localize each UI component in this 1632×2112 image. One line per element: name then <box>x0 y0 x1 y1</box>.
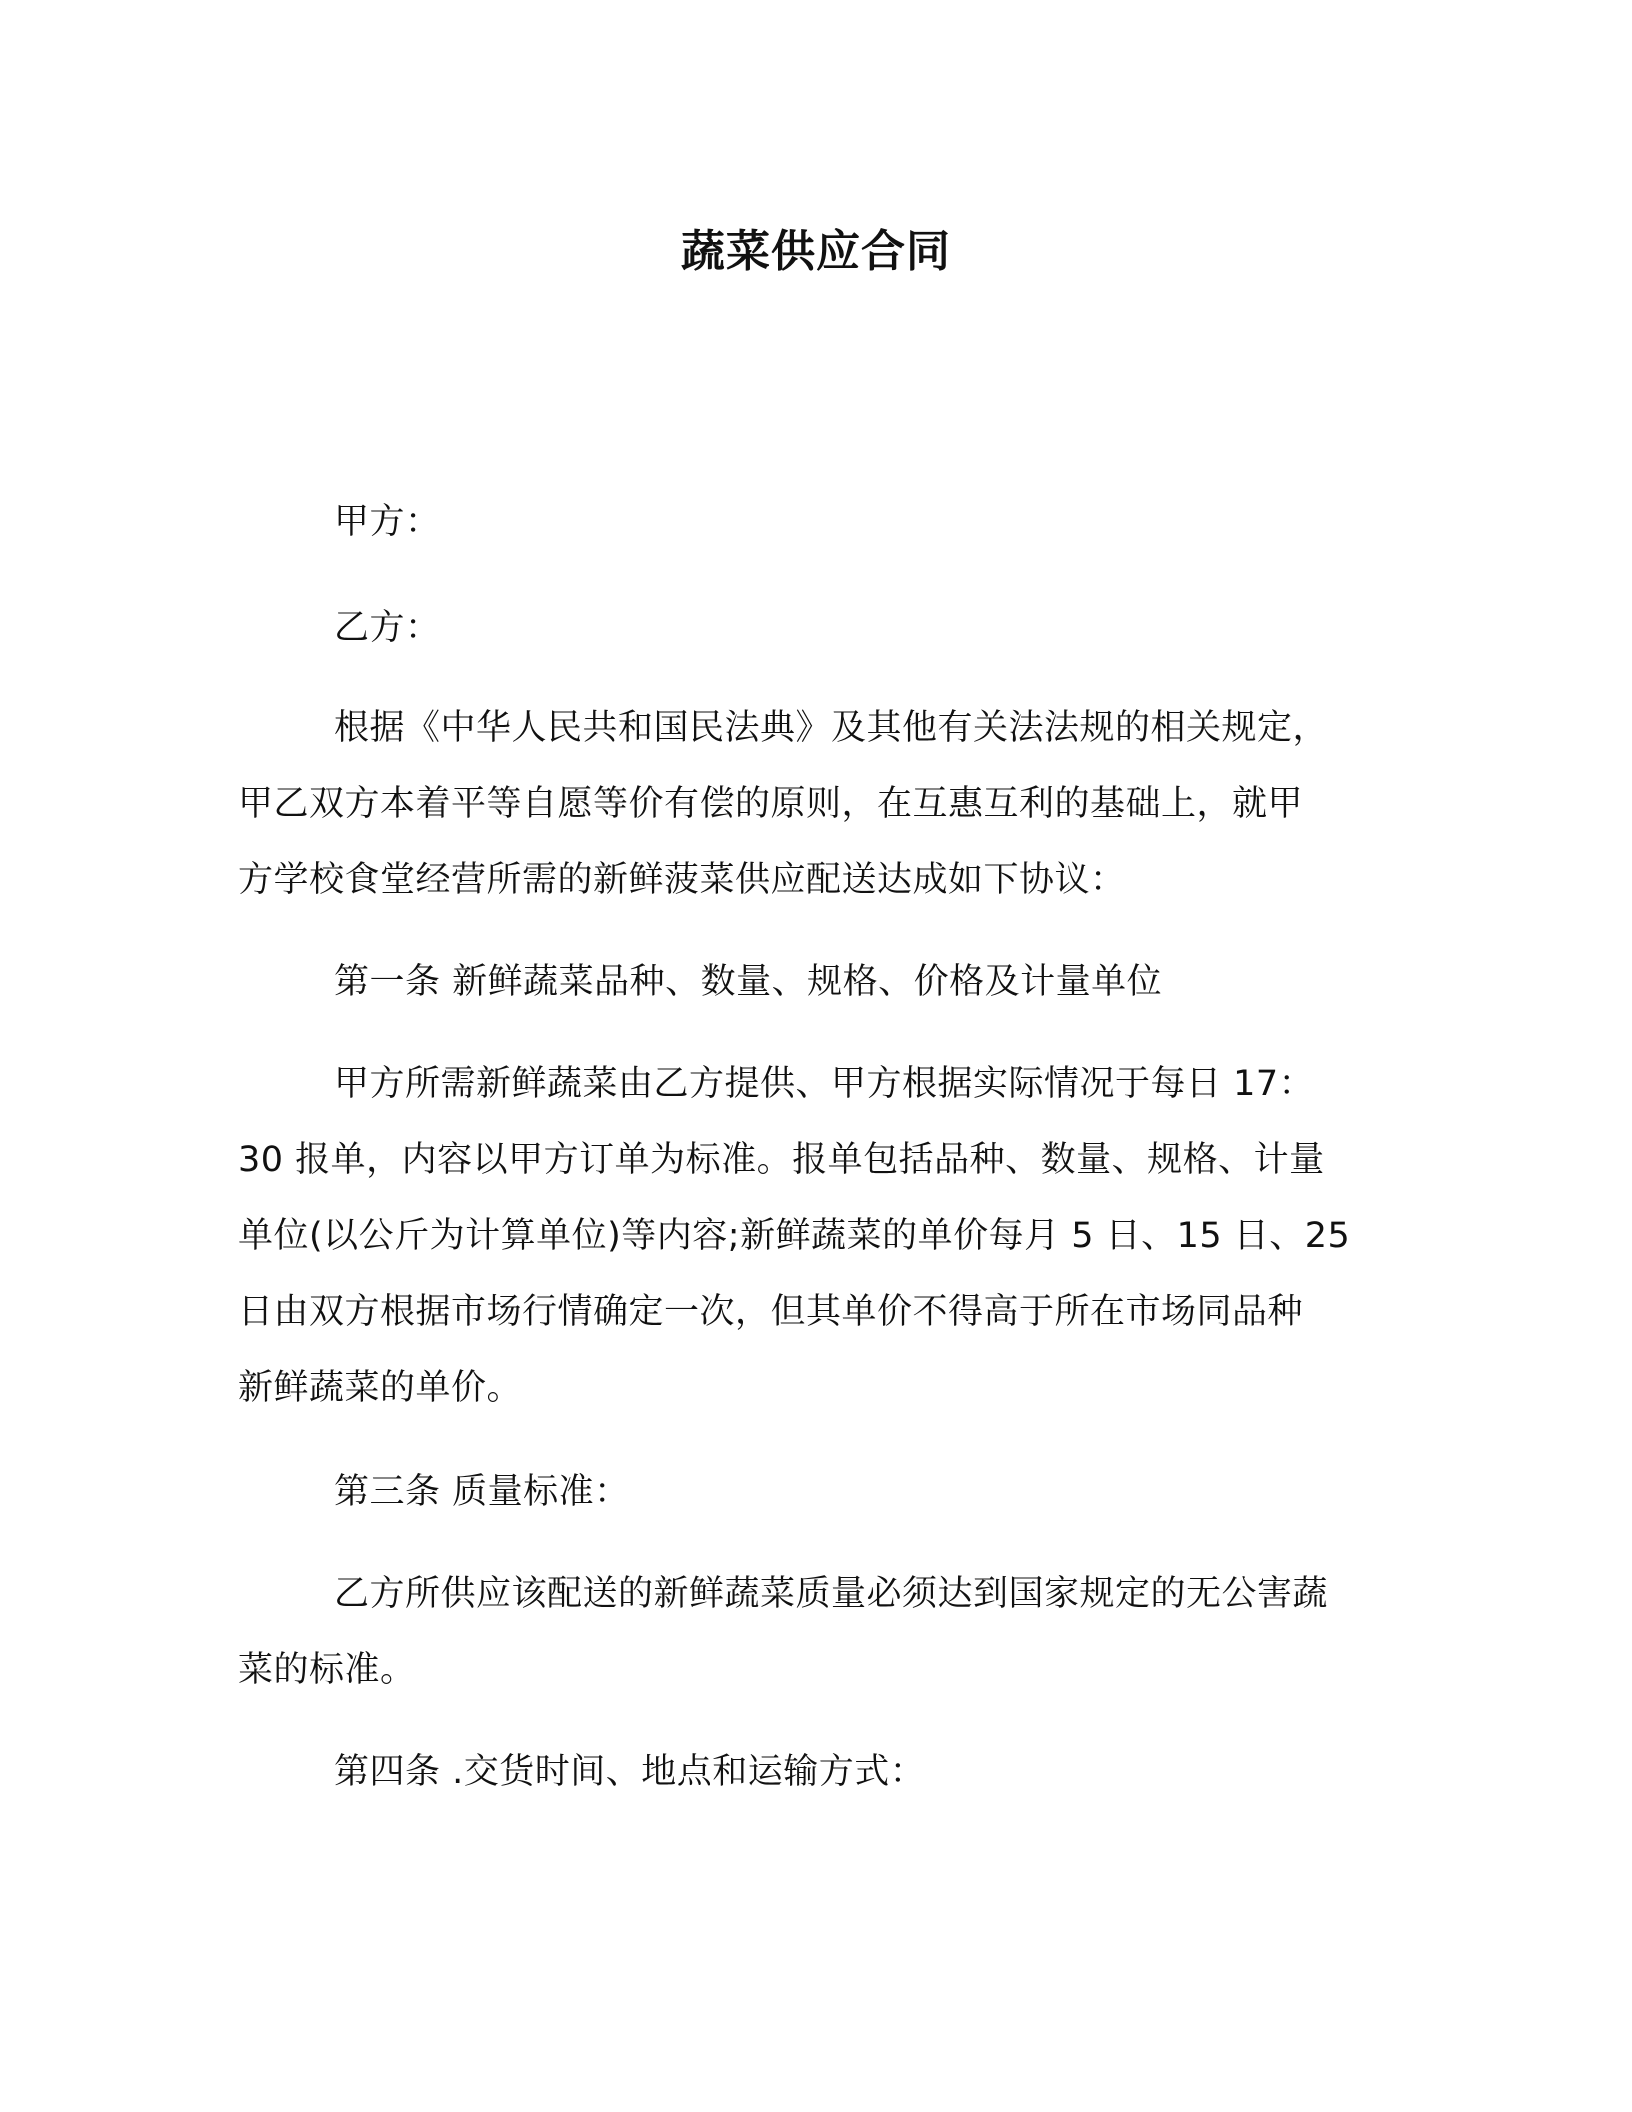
preamble-line: 甲乙双方本着平等自愿等价有偿的原则，在互惠互利的基础上，就甲 <box>238 784 1304 824</box>
article-1-heading: 第一条 新鲜蔬菜品种、数量、规格、价格及计量单位 <box>334 962 1163 1002</box>
article-3-line: 菜的标准。 <box>238 1650 416 1690</box>
article-1-line: 日由双方根据市场行情确定一次，但其单价不得高于所在市场同品种 <box>238 1292 1304 1332</box>
article-1-line: 甲方所需新鲜蔬菜由乙方提供、甲方根据实际情况于每日 17： <box>334 1064 1315 1104</box>
preamble-line: 方学校食堂经营所需的新鲜菠菜供应配送达成如下协议： <box>238 860 1126 900</box>
preamble-line: 根据《中华人民共和国民法典》及其他有关法法规的相关规定， <box>334 708 1329 748</box>
party-a-label: 甲方： <box>334 502 441 542</box>
article-1-line: 新鲜蔬菜的单价。 <box>238 1368 523 1408</box>
article-3-heading: 第三条 质量标准： <box>334 1472 630 1512</box>
document-title: 蔬菜供应合同 <box>681 226 951 277</box>
article-4-heading: 第四条 .交货时间、地点和运输方式： <box>334 1752 926 1792</box>
article-1-line: 30 报单，内容以甲方订单为标准。报单包括品种、数量、规格、计量 <box>238 1140 1325 1180</box>
article-3-line: 乙方所供应该配送的新鲜蔬菜质量必须达到国家规定的无公害蔬 <box>334 1574 1329 1614</box>
article-1-line: 单位(以公斤为计算单位)等内容;新鲜蔬菜的单价每月 5 日、15 日、25 <box>238 1216 1351 1256</box>
party-b-label: 乙方： <box>334 608 441 648</box>
